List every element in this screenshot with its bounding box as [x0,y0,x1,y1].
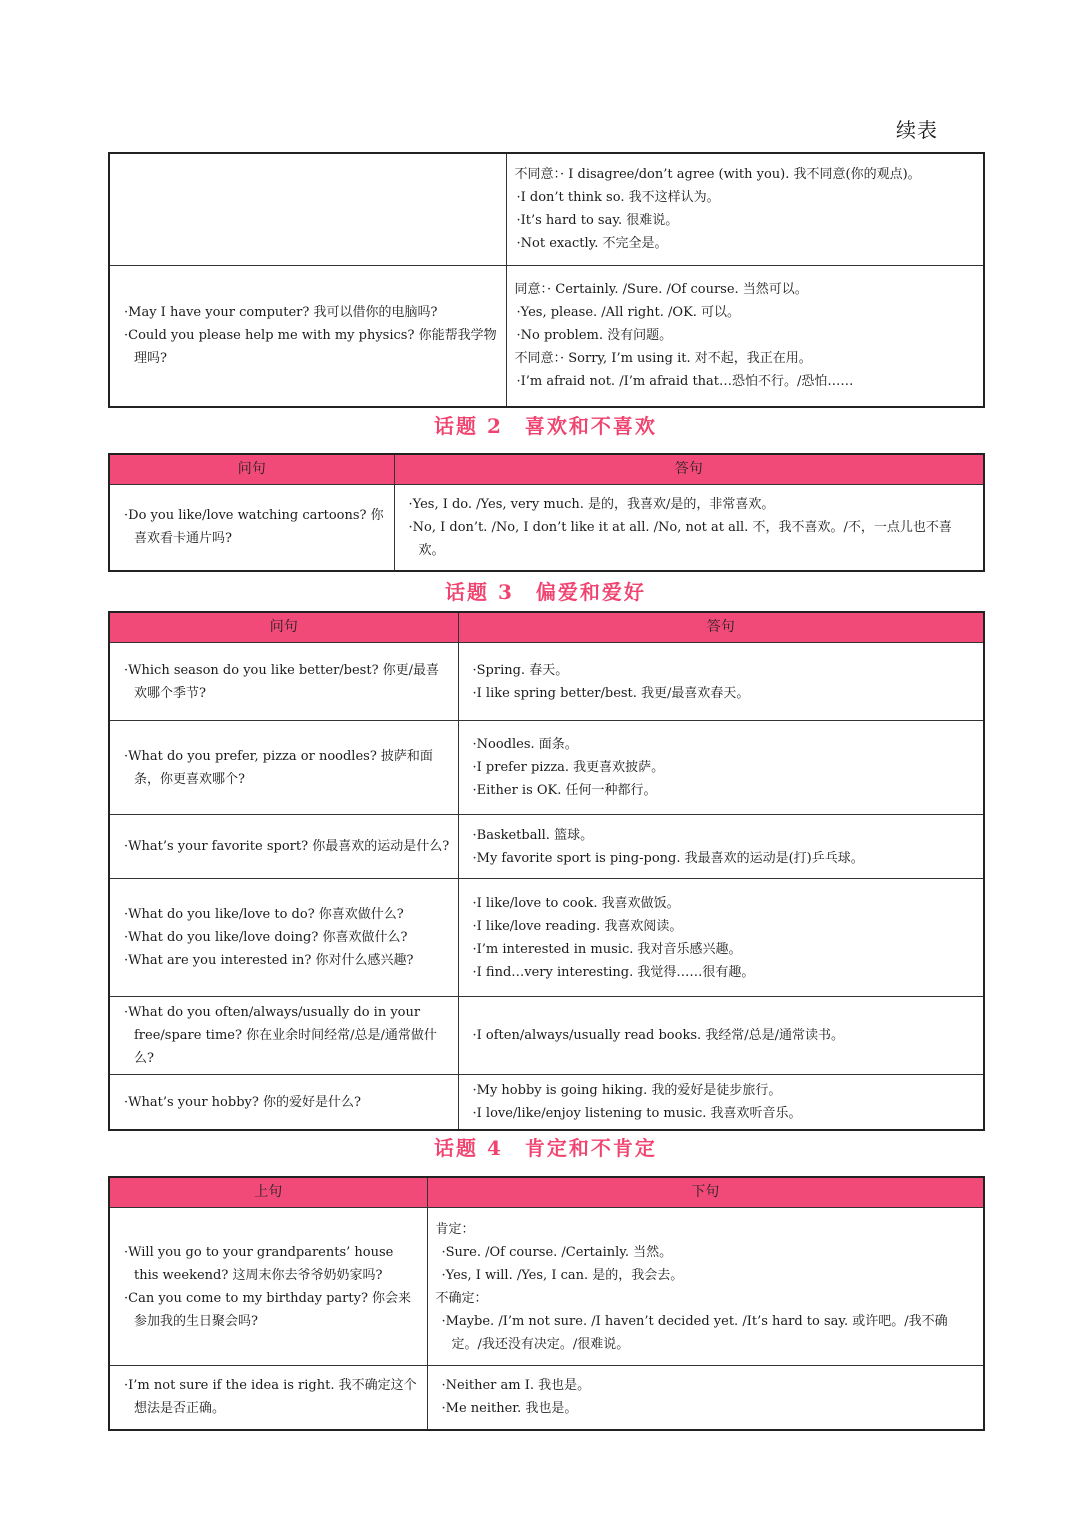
table-cell [427,1366,984,1430]
answer-line: · I often/always/usually read books. 我经常/总是/通常读书。 [467,1024,976,1047]
column-header: 下句 [427,1177,984,1208]
answer-line: · I love/like/enjoy listening to music. 我喜欢听音乐。 [467,1102,976,1125]
table-cell [109,879,458,997]
table-cell [458,1075,984,1131]
column-header: 答句 [394,454,984,485]
question-line: · Do you like/love watching cartoons? 你喜欢看卡通片吗? [118,504,386,550]
table-cell [109,1208,427,1366]
table-cell [458,879,984,997]
column-header: 答句 [458,612,984,643]
table-cell [506,265,984,407]
list-item: · I don’t think so. 我不这样认为。 [515,186,976,209]
answer-line: · Yes, I will. /Yes, I can. 是的，我会去。 [436,1264,976,1287]
table-cell [458,643,984,721]
table-cell [109,721,458,815]
topic-4-title: 话题 4 肯定和不肯定 [434,1136,657,1160]
unsure-label: 不确定： [435,1290,488,1306]
answer-line: · I’m interested in music. 我对音乐感兴趣。 [467,938,976,961]
answer-line: · I like/love reading. 我喜欢阅读。 [467,915,976,938]
question-line: · What are you interested in? 你对什么感兴趣? [118,949,450,972]
question-line: · Can you come to my birthday party? 你会来参加我的生日聚会吗? [118,1287,419,1333]
table-cell [394,485,984,571]
answer-line: · Me neither. 我也是。 [436,1397,976,1420]
topic-2-title: 话题 2 喜欢和不喜欢 [434,414,657,438]
question-line: · Could you please help me with my physics? 你能帮我学物理吗? [118,324,498,370]
answer-line: · Maybe. /I’m not sure. /I haven’t decided yet. /It’s hard to say. 或许吧。/我不确定。/我还没有决定。/很难说。 [436,1310,976,1356]
answer-line: · Yes, I do. /Yes, very much. 是的，我喜欢/是的，非常喜欢。 [403,493,976,516]
answer-line: · No, I don’t. /No, I don’t like it at all. /No, not at all. 不，我不喜欢。/不，一点儿也不喜欢。 [403,516,976,562]
question-line: · Which season do you like better/best? 你更/最喜欢哪个季节? [118,659,450,705]
topic-3-table [108,611,985,1131]
answer-line: · Either is OK. 任何一种都行。 [467,779,976,802]
question-line: · What’s your favorite sport? 你最喜欢的运动是什么? [118,835,450,858]
answer-line: · I prefer pizza. 我更喜欢披萨。 [467,756,976,779]
topic-2-table [108,453,985,572]
disagree-line: 不同意：· I disagree/don’t agree (with you). 我不同意(你的观点)。 [514,167,921,183]
table-cell [109,1075,458,1131]
table-cell [109,485,394,571]
answer-line: · Basketball. 篮球。 [467,824,976,847]
question-line: · I’m not sure if the idea is right. 我不确定这个想法是否正确。 [118,1374,419,1420]
column-header: 问句 [109,612,458,643]
table-cell [458,815,984,879]
answer-line: · I like spring better/best. 我更/最喜欢春天。 [467,682,976,705]
table-cell [427,1208,984,1366]
answer-line: · Spring. 春天。 [467,659,976,682]
question-line: · What do you prefer, pizza or noodles? 披萨和面条，你更喜欢哪个? [118,745,450,791]
list-item: · Yes, please. /All right. /OK. 可以。 [515,301,976,324]
topic-3-title: 话题 3 偏爱和爱好 [445,580,646,604]
agree-line: 同意：· Certainly. /Sure. /Of course. 当然可以。 [514,282,808,298]
table-cell [109,153,506,265]
list-item: · Not exactly. 不完全是。 [515,232,976,255]
list-item: · I’m afraid not. /I’m afraid that…恐怕不行。/恐怕…… [515,370,976,393]
continued-table [108,152,985,408]
table-cell [109,643,458,721]
table-cell [458,721,984,815]
table-cell [458,997,984,1075]
question-line: · Will you go to your grandparents’ house this weekend? 这周末你去爷爷奶奶家吗? [118,1241,419,1287]
column-header: 问句 [109,454,394,485]
answer-line: · My favorite sport is ping-pong. 我最喜欢的运动是(打)乒乓球。 [467,847,976,870]
column-header: 上句 [109,1177,427,1208]
question-line: · What do you often/always/usually do in your free/spare time? 你在业余时间经常/总是/通常做什么? [118,1001,450,1070]
table-cell [109,815,458,879]
question-line: · What do you like/love to do? 你喜欢做什么? [118,903,450,926]
table-cell [506,153,984,265]
answer-line: · Sure. /Of course. /Certainly. 当然。 [436,1241,976,1264]
question-line: · What’s your hobby? 你的爱好是什么? [118,1091,450,1114]
table-cell [109,265,506,407]
sure-label: 肯定： [435,1221,475,1237]
answer-line: · Noodles. 面条。 [467,733,976,756]
answer-line: · I like/love to cook. 我喜欢做饭。 [467,892,976,915]
question-line: · May I have your computer? 我可以借你的电脑吗? [118,301,498,324]
table-cell [109,997,458,1075]
answer-line: · My hobby is going hiking. 我的爱好是徒步旅行。 [467,1079,976,1102]
answer-line: · I find…very interesting. 我觉得……很有趣。 [467,961,976,984]
question-line: · What do you like/love doing? 你喜欢做什么? [118,926,450,949]
list-item: · It’s hard to say. 很难说。 [515,209,976,232]
continued-label: 续表 [896,118,938,142]
list-item: · No problem. 没有问题。 [515,324,976,347]
table-cell [109,1366,427,1430]
disagree-line: 不同意：· Sorry, I’m using it. 对不起，我正在用。 [514,351,812,367]
topic-4-table [108,1176,985,1431]
answer-line: · Neither am I. 我也是。 [436,1374,976,1397]
